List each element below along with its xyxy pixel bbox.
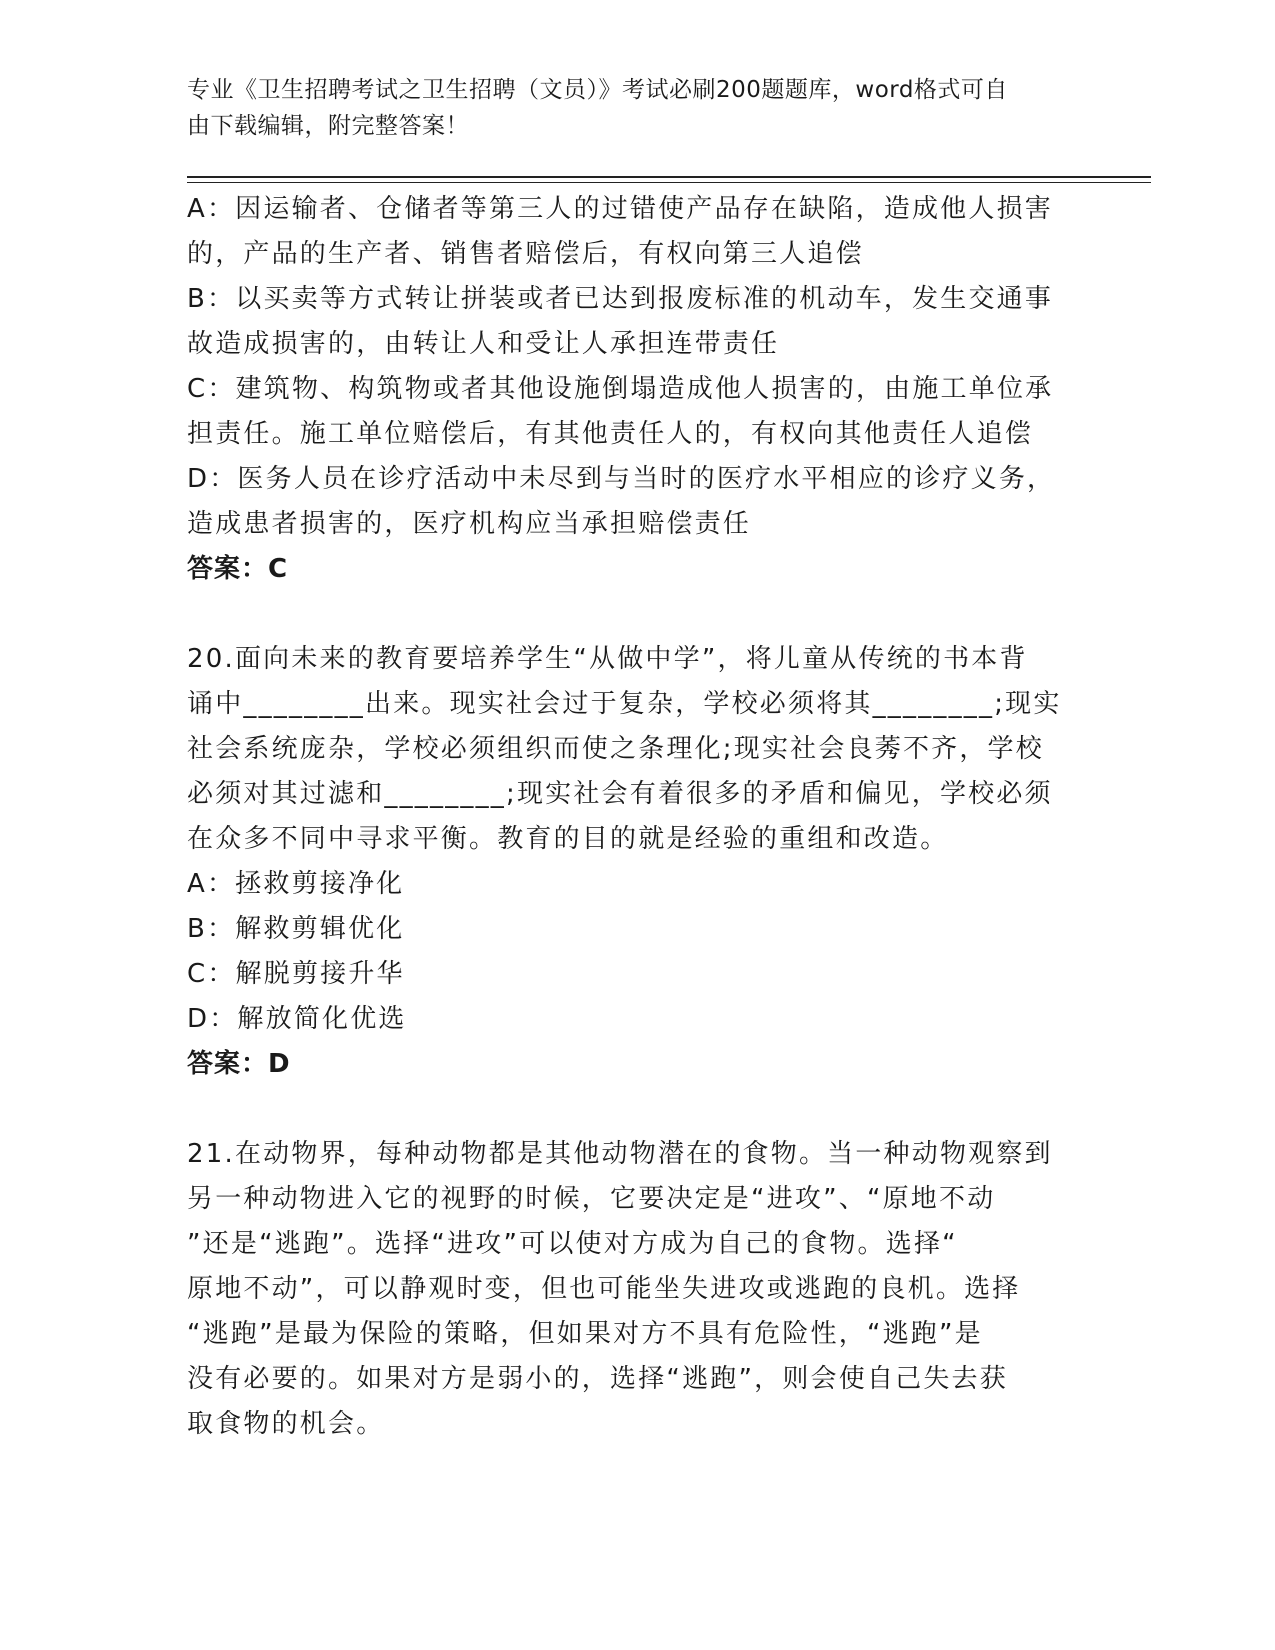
- question-text-line-5: “逃跑”是最为保险的策略，但如果对方不具有危险性，“逃跑”是: [187, 1319, 983, 1349]
- question-text-line-3: 社会系统庞杂，学校必须组织而使之条理化;现实社会良莠不齐，学校: [187, 734, 1044, 764]
- question-text-line-3: ”还是“逃跑”。选择“进攻”可以使对方成为自己的食物。选择“: [187, 1229, 958, 1259]
- answer-line: 答案：C: [187, 554, 289, 584]
- header-divider-thick: [187, 176, 1151, 178]
- question-text-line-7: 取食物的机会。: [187, 1409, 385, 1439]
- option-b-line-1: B：以买卖等方式转让拼装或者已达到报废标准的机动车，发生交通事: [187, 284, 1054, 314]
- question-text-line-4: 原地不动”，可以静观时变，但也可能坐失进攻或逃跑的良机。选择: [187, 1274, 1021, 1304]
- question-text-line-4: 必须对其过滤和________;现实社会有着很多的矛盾和偏见，学校必须: [187, 779, 1053, 809]
- option-a: A：拯救剪接净化: [187, 869, 405, 899]
- option-b: B：解救剪辑优化: [187, 914, 405, 944]
- question-21: [187, 1132, 1067, 1447]
- question-text-line-2: 另一种动物进入它的视野的时候，它要决定是“进攻”、“原地不动: [187, 1184, 996, 1214]
- header-line-2: 由下载编辑，附完整答案！: [187, 113, 469, 139]
- option-c-line-2: 担责任。施工单位赔偿后，有其他责任人的，有权向其他责任人追偿: [187, 419, 1034, 449]
- option-d: D：解放简化优选: [187, 1004, 407, 1034]
- spacer: [187, 592, 1067, 637]
- option-c: C：解脱剪接升华: [187, 959, 405, 989]
- answer-line: 答案：D: [187, 1049, 291, 1079]
- document-header: [187, 72, 1067, 144]
- question-19-options: [187, 187, 1067, 592]
- option-c-line-1: C：建筑物、构筑物或者其他设施倒塌造成他人损害的，由施工单位承: [187, 374, 1054, 404]
- question-text-line-6: 没有必要的。如果对方是弱小的，选择“逃跑”，则会使自己失去获: [187, 1364, 1008, 1394]
- spacer: [187, 1087, 1067, 1132]
- question-text-line-1: 20.面向未来的教育要培养学生“从做中学”，将儿童从传统的书本背: [187, 644, 1028, 674]
- question-text-line-1: 21.在动物界，每种动物都是其他动物潜在的食物。当一种动物观察到: [187, 1139, 1053, 1169]
- question-text-line-2: 诵中________出来。现实社会过于复杂，学校必须将其________;现实: [187, 689, 1062, 719]
- option-d-line-1: D：医务人员在诊疗活动中未尽到与当时的医疗水平相应的诊疗义务，: [187, 464, 1056, 494]
- question-text-line-5: 在众多不同中寻求平衡。教育的目的就是经验的重组和改造。: [187, 824, 949, 854]
- document-body: [187, 187, 1067, 1447]
- option-a-line-1: A：因运输者、仓储者等第三人的过错使产品存在缺陷，造成他人损害: [187, 194, 1053, 224]
- question-20: [187, 637, 1067, 1087]
- header-divider-thin: [187, 182, 1151, 183]
- header-line-1: 专业《卫生招聘考试之卫生招聘（文员）》考试必刷200题题库，word格式可自: [187, 77, 1008, 103]
- option-d-line-2: 造成患者损害的，医疗机构应当承担赔偿责任: [187, 509, 752, 539]
- option-b-line-2: 故造成损害的，由转让人和受让人承担连带责任: [187, 329, 780, 359]
- option-a-line-2: 的，产品的生产者、销售者赔偿后，有权向第三人追偿: [187, 239, 864, 269]
